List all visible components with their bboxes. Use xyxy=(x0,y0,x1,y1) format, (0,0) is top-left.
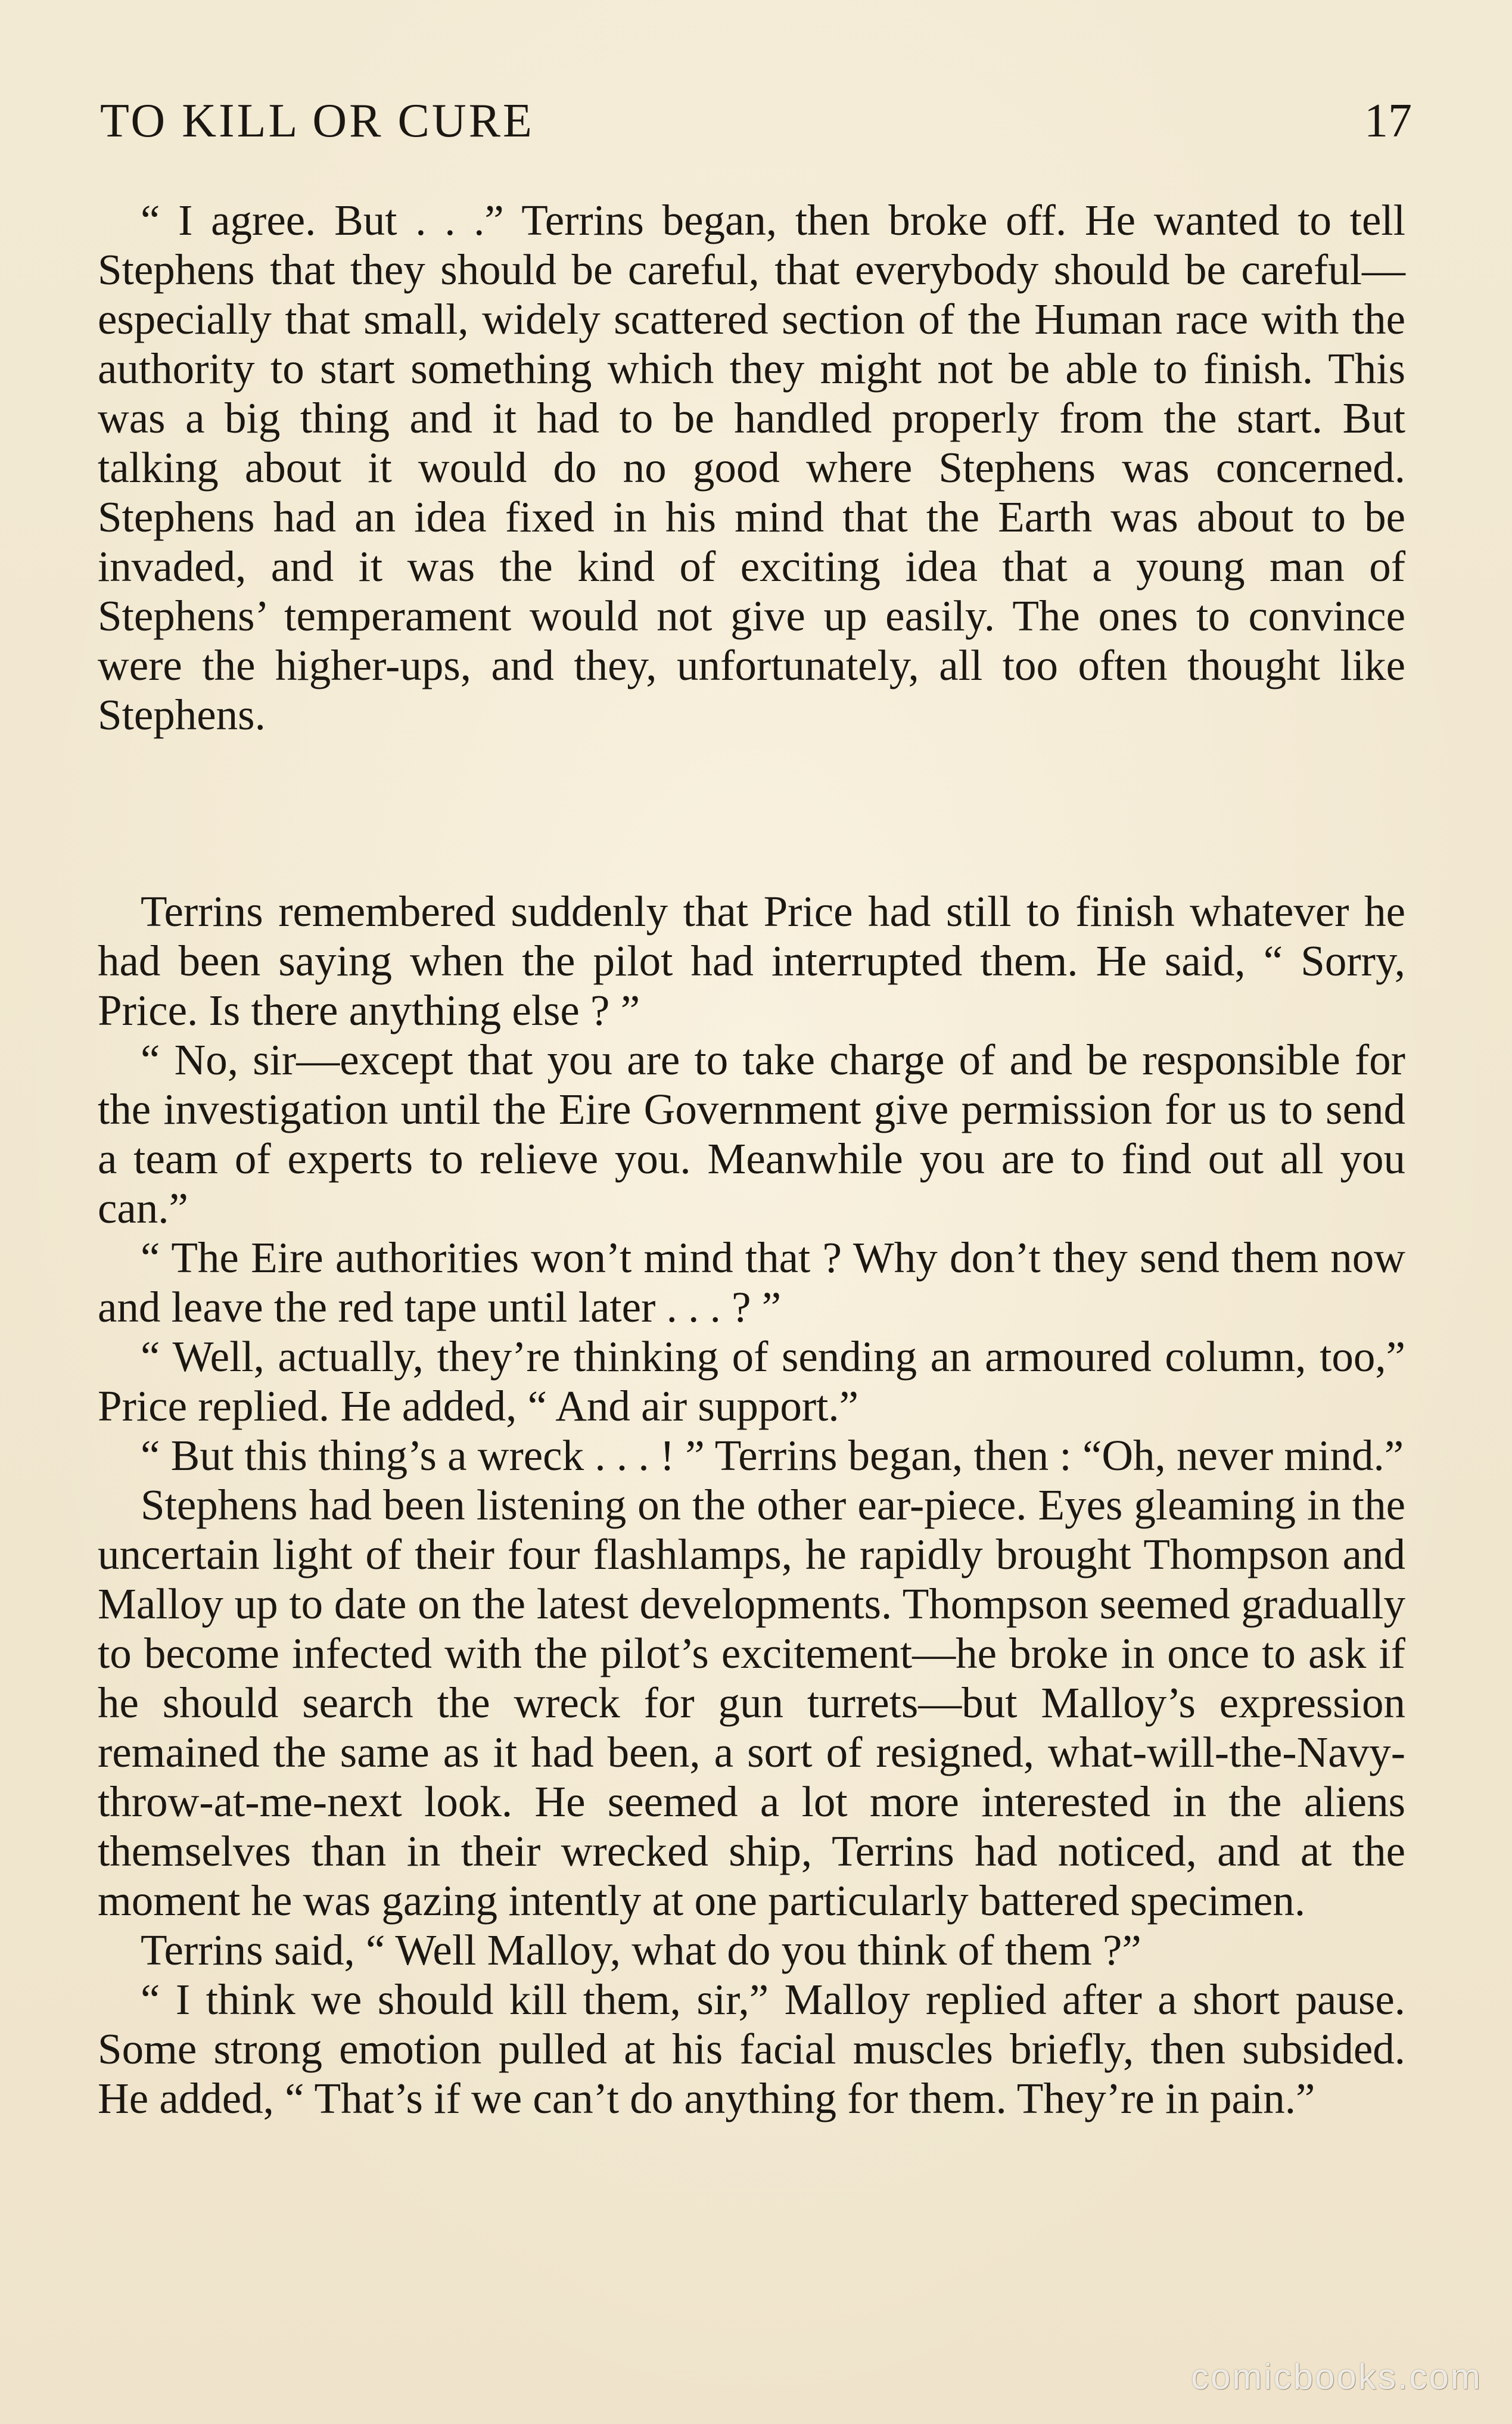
running-head xyxy=(100,88,1412,154)
watermark: comicbooks.com xyxy=(1191,2357,1482,2397)
paragraph: Terrins remembered suddenly that Price had still to finish whatever he had been saying when the pilot had interrupted them. He said, “ Sorry, Price. Is there anything else ? ” xyxy=(98,887,1405,1034)
paragraph: Terrins said, “ Well Malloy, what do you think of them ?” xyxy=(141,1926,1141,1974)
text-block-2 xyxy=(98,887,1405,2123)
paragraph: “ Well, actually, they’re thinking of sending an armoured column, too,” Price replied. He added, “ And air support.” xyxy=(98,1332,1405,1430)
paragraph: Stephens had been listening on the other ear-piece. Eyes gleaming in the uncertain light of their four flashlamps, he rapidly brought Thompson and Malloy up to date on the latest developments. Thompson seemed gradually to become infected with the pilot’s excitement—he broke in once to ask if he should search the wreck for gun turrets—but Malloy’s expression remained the same as it had been, a sort of resigned, what-will-the-Navy-throw-at-me-next look. He seemed a lot more interested in the aliens themselves than in their wrecked ship, Terrins had noticed, and at the moment he was gazing intently at one particularly battered specimen. xyxy=(98,1481,1405,1925)
paragraph: “ No, sir—except that you are to take charge of and be responsible for the investigation until the Eire Government give permission for us to send a team of experts to relieve you. Meanwhile you are to find out all you can.” xyxy=(98,1036,1405,1232)
paragraph: “ The Eire authorities won’t mind that ? Why don’t they send them now and leave the red tape until later . . . ? ” xyxy=(98,1233,1405,1331)
page-number: 17 xyxy=(1364,95,1412,147)
paragraph: “ I agree. But . . .” Terrins began, then broke off. He wanted to tell Stephens that they should be careful, that everybody should be careful—especially that small, widely scattered section of the Human race with the authority to start something which they might not be able to finish. This was a big thing and it had to be handled properly from the start. But talking about it would do no good where Stephens was concerned. Stephens had an idea fixed in his mind that the Earth was about to be invaded, and it was the kind of exciting idea that a young man of Stephens’ temperament would not give up easily. The ones to convince were the higher-ups, and they, unfortunately, all too often thought like Stephens. xyxy=(98,196,1405,739)
text-block-1 xyxy=(98,195,1405,739)
chapter-title: TO KILL OR CURE xyxy=(100,95,534,147)
paragraph: “ But this thing’s a wreck . . . ! ” Terrins began, then : “Oh, never mind.” xyxy=(141,1431,1404,1480)
paragraph: “ I think we should kill them, sir,” Malloy replied after a short pause. Some strong emotion pulled at his facial muscles briefly, then subsided. He added, “ That’s if we can’t do anything for them. They’re in pain.” xyxy=(98,1975,1405,2122)
